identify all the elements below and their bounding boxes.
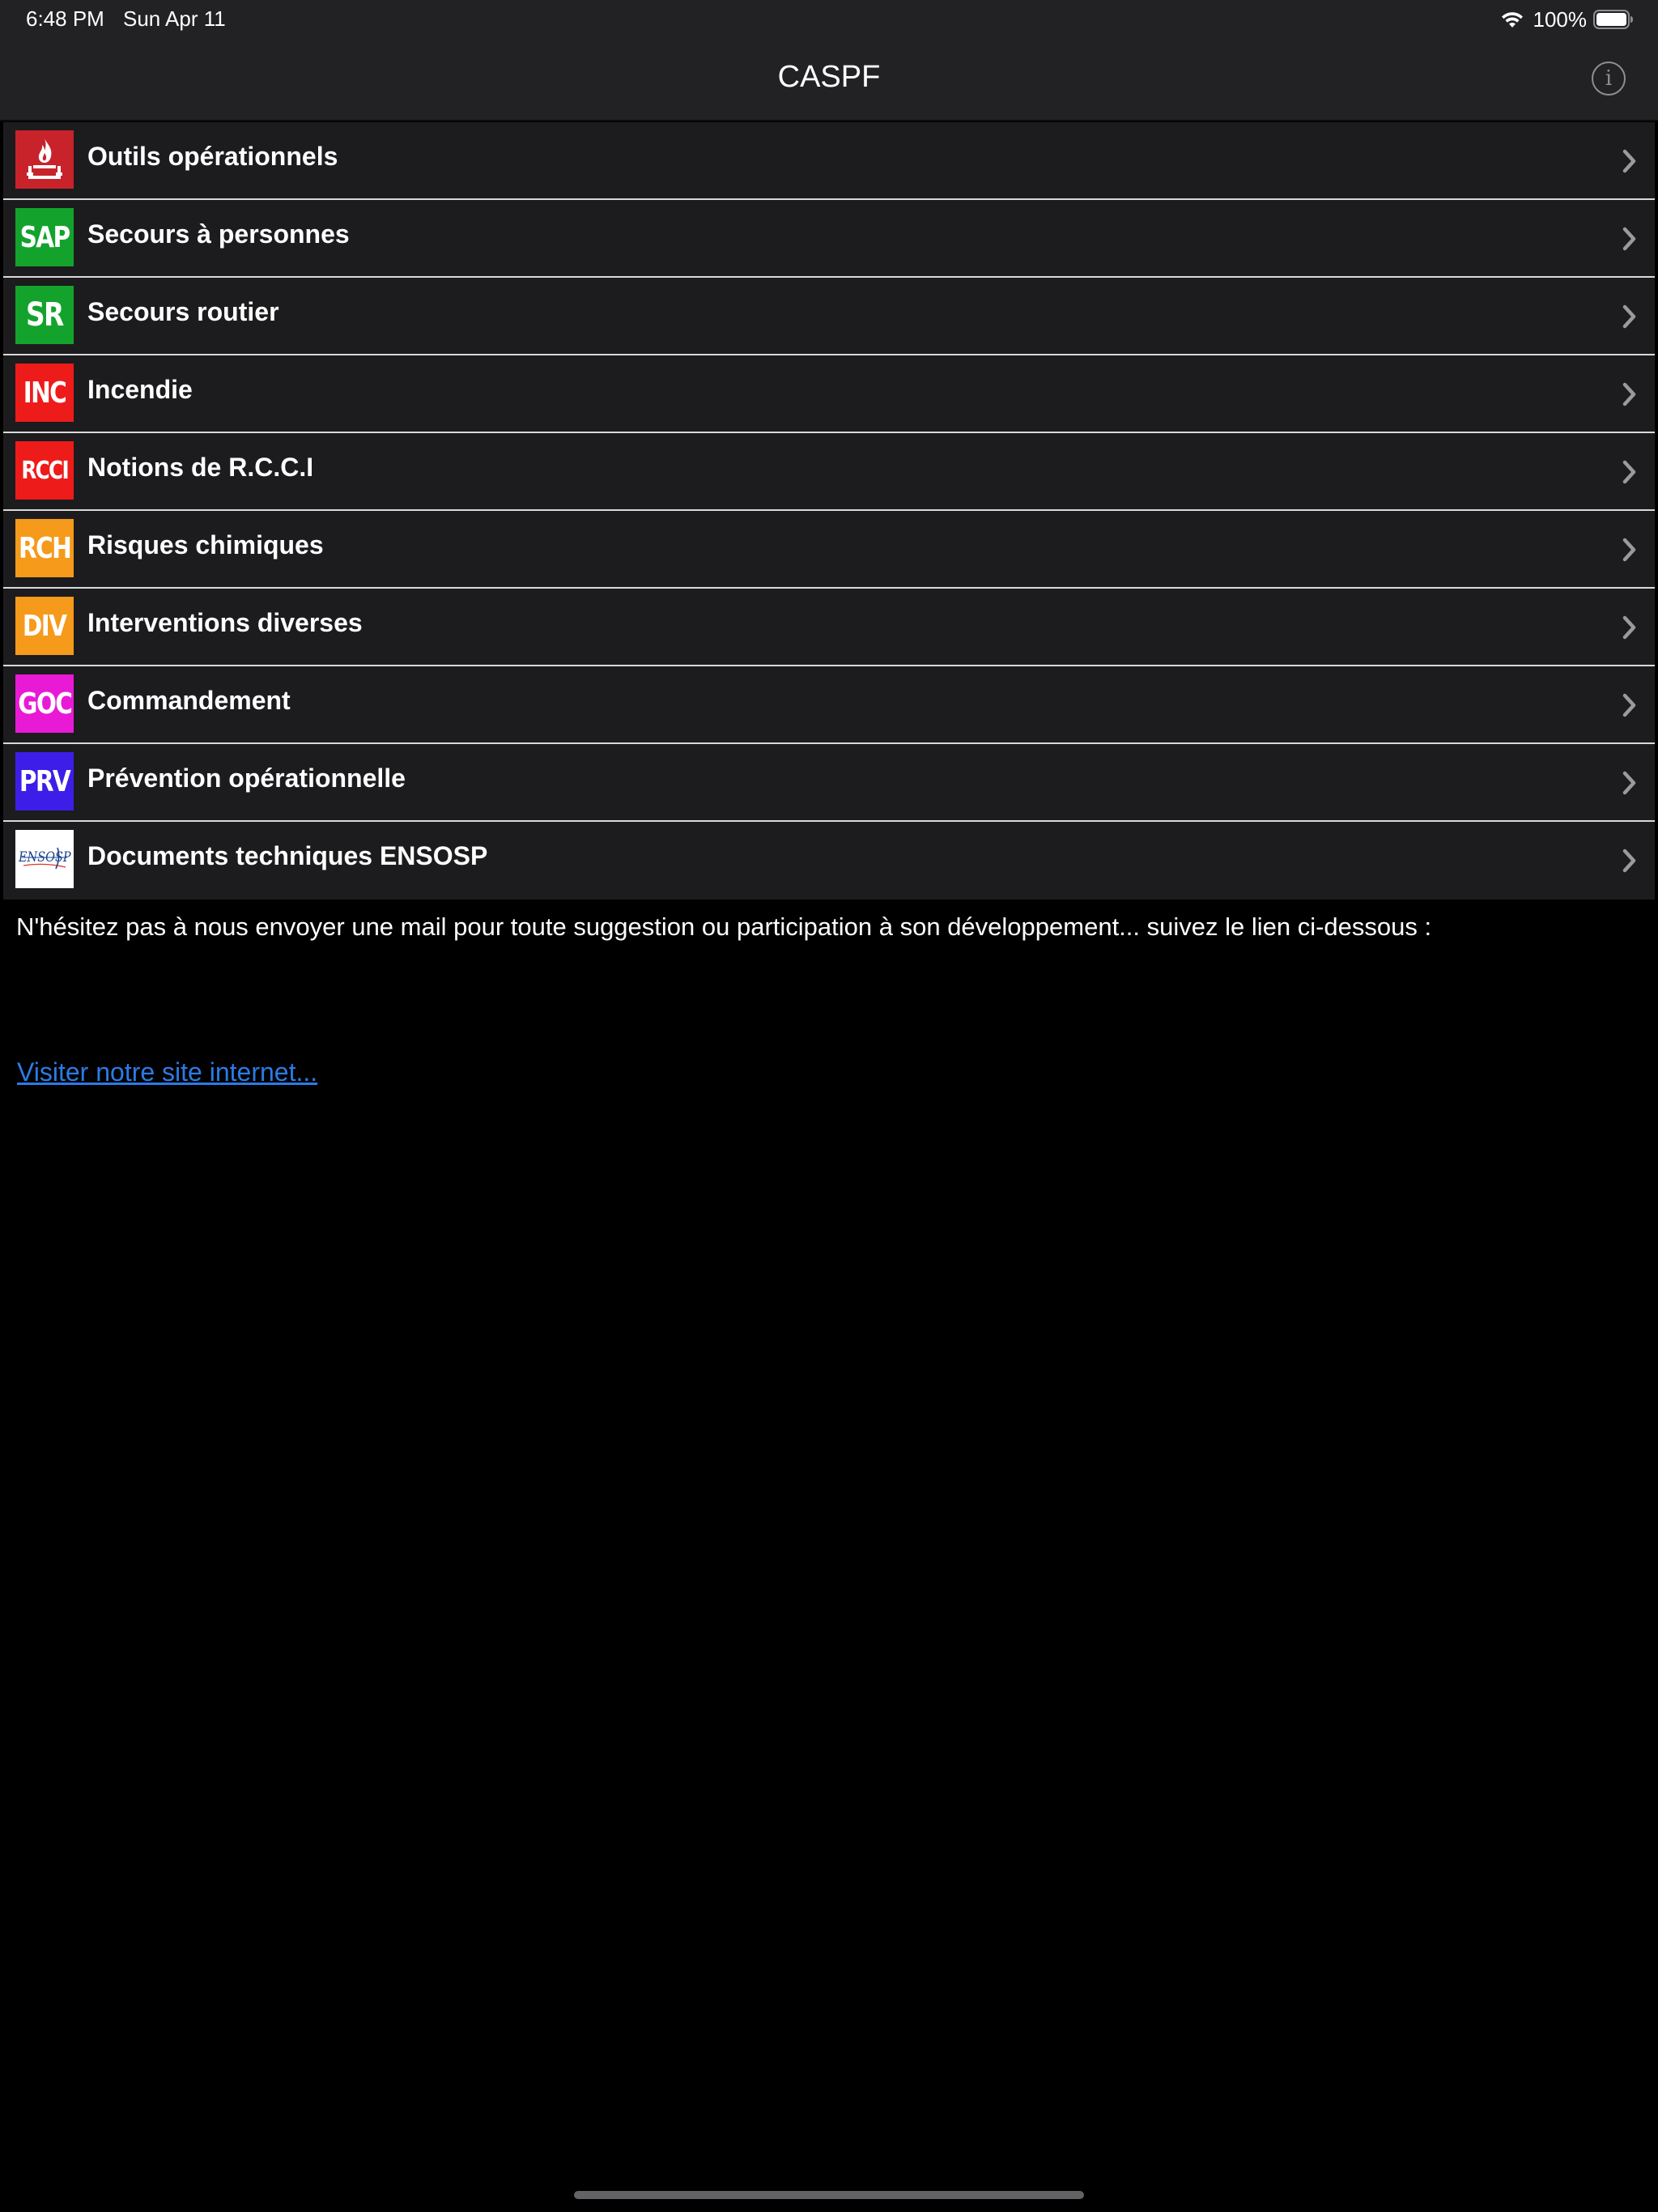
category-badge-icon xyxy=(15,286,74,344)
category-badge-text: DIV xyxy=(23,609,66,643)
menu-row-label: Commandement xyxy=(87,686,291,715)
category-badge-text: RCCI xyxy=(21,456,68,485)
menu-row-label: Secours à personnes xyxy=(87,219,350,249)
category-badge-text: SR xyxy=(26,296,63,334)
website-link[interactable]: Visiter notre site internet... xyxy=(17,1057,318,1087)
category-badge-text: RCH xyxy=(18,531,71,565)
home-indicator[interactable] xyxy=(574,2191,1084,2199)
category-badge-text: PRV xyxy=(19,764,70,798)
category-badge-icon xyxy=(15,364,74,422)
status-bar xyxy=(0,0,1658,39)
info-icon[interactable]: i xyxy=(1592,62,1626,96)
menu-row-label: Prévention opérationnelle xyxy=(87,764,406,793)
chevron-right-icon xyxy=(1622,849,1637,873)
chevron-right-icon xyxy=(1622,771,1637,795)
battery-icon xyxy=(1593,9,1634,30)
menu-row[interactable] xyxy=(3,200,1655,278)
category-badge-text: SAP xyxy=(19,220,70,254)
category-badge-text: GOC xyxy=(17,687,72,721)
chevron-right-icon xyxy=(1622,615,1637,640)
status-time: 6:48 PM xyxy=(26,6,104,31)
menu-row[interactable] xyxy=(3,744,1655,822)
category-badge-icon xyxy=(15,597,74,655)
menu-row[interactable] xyxy=(3,666,1655,744)
category-badge-text: INC xyxy=(23,376,66,410)
chevron-right-icon xyxy=(1622,538,1637,562)
category-badge-icon xyxy=(15,208,74,266)
chevron-right-icon xyxy=(1622,304,1637,329)
category-badge-icon xyxy=(15,752,74,810)
menu-row-label: Risques chimiques xyxy=(87,530,324,559)
menu-row[interactable] xyxy=(3,122,1655,200)
menu-row[interactable] xyxy=(3,589,1655,666)
ensosp-logo-icon xyxy=(15,830,74,888)
menu-row[interactable] xyxy=(3,822,1655,900)
menu-row[interactable] xyxy=(3,355,1655,433)
wifi-icon xyxy=(1499,10,1525,29)
menu-row[interactable] xyxy=(3,278,1655,355)
navigation-bar xyxy=(0,39,1658,121)
chevron-right-icon xyxy=(1622,227,1637,251)
menu-row[interactable] xyxy=(3,433,1655,511)
ensosp-logo-text: ENSOSP xyxy=(19,849,71,866)
menu-row-label: Secours routier xyxy=(87,297,279,326)
menu-row-label: Outils opérationnels xyxy=(87,142,338,171)
footer-message: N'hésitez pas à nous envoyer une mail pour toute suggestion ou participation à son développement... suivez le lien ci-dessous : xyxy=(16,912,1432,941)
menu-row[interactable] xyxy=(3,511,1655,589)
status-date: Sun Apr 11 xyxy=(123,6,226,31)
menu-row-label: Interventions diverses xyxy=(87,608,363,637)
chevron-right-icon xyxy=(1622,693,1637,717)
chevron-right-icon xyxy=(1622,149,1637,173)
flame-icon xyxy=(15,130,74,189)
page-title: CASPF xyxy=(777,60,881,94)
category-badge-icon xyxy=(15,441,74,500)
chevron-right-icon xyxy=(1622,382,1637,406)
menu-row-label: Notions de R.C.C.I xyxy=(87,453,314,482)
chevron-right-icon xyxy=(1622,460,1637,484)
menu-list xyxy=(3,122,1655,900)
battery-percentage: 100% xyxy=(1533,6,1587,32)
status-indicators xyxy=(1499,5,1635,34)
menu-row-label: Incendie xyxy=(87,375,193,404)
menu-row-label: Documents techniques ENSOSP xyxy=(87,841,488,870)
category-badge-icon xyxy=(15,674,74,733)
category-badge-icon xyxy=(15,519,74,577)
